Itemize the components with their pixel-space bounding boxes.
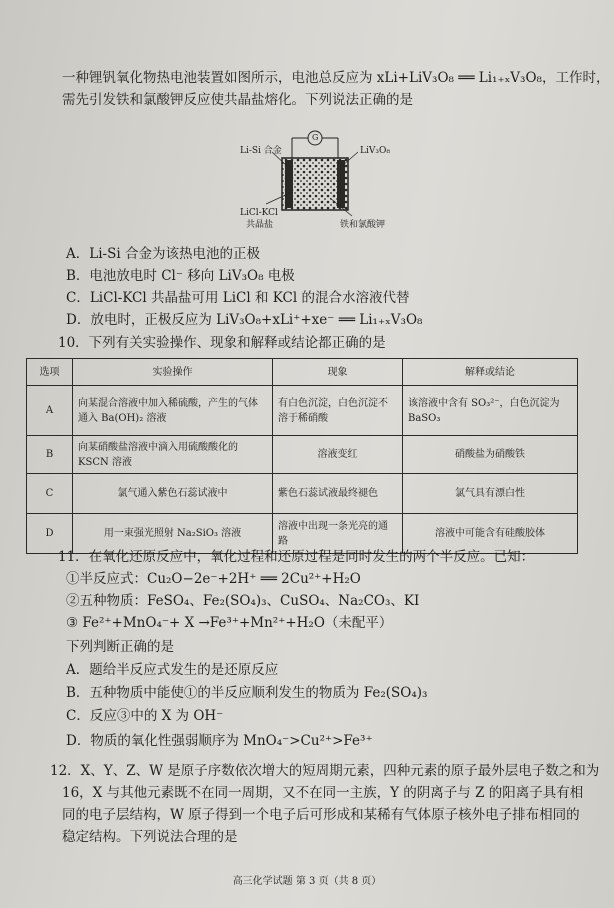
col-header-operation: 实验操作 [73,359,273,386]
row-conclusion: 溶液中可能含有硅酸胶体 [403,514,578,554]
row-option: D [27,514,73,554]
q9-option-b: B．电池放电时 Cl⁻ 移向 LiV₃O₈ 电极 [66,268,295,284]
table-row [27,474,578,514]
page-footer: 高三化学试题 第 3 页（共 8 页） [232,876,382,887]
label-liv3o8: LiV₃O₈ [360,146,390,156]
col-header-phenomenon: 现象 [273,359,403,386]
label-li-si-alloy: Li-Si 合金 [240,146,282,156]
row-option: B [27,436,73,474]
q9-option-d: D．放电时，正极反应为 LiV₃O₈+xLi⁺+xe⁻ ══ Li₁₊ₓV₃O₈ [66,312,423,328]
row-operation: 用一束强光照射 Na₂SiO₃ 溶液 [73,514,273,554]
row-conclusion: 氯气具有漂白性 [403,474,578,514]
label-eutectic-salt: 共晶盐 [246,220,274,230]
q11-line2: ②五种物质：FeSO₄、Fe₂(SO₄)₃、CuSO₄、Na₂CO₃、KI [66,593,420,609]
q11-option-c: C．反应③中的 X 为 OH⁻ [66,708,224,724]
q11-line1: ①半反应式：Cu₂O−2e⁻+2H⁺ ══ 2Cu²⁺+H₂O [66,571,361,587]
row-phenomenon: 紫色石蕊试液最终褪色 [273,474,403,514]
q10-table [26,358,578,554]
row-phenomenon: 溶液中出现一条光亮的通路 [273,514,403,554]
row-operation: 向某混合溶液中加入稀硫酸，产生的气体通入 Ba(OH)₂ 溶液 [73,386,273,436]
q11-line4: 下列判断正确的是 [66,639,174,655]
q11-option-a: A．题给半反应式发生的是还原反应 [66,662,279,678]
q11-line3: ③ Fe²⁺+MnO₄⁻+ X →Fe³⁺+Mn²⁺+H₂O（未配平） [66,615,393,631]
q10-stem: 10．下列有关实验操作、现象和解释或结论都正确的是 [58,335,386,351]
label-fe-kclo3: 铁和氯酸钾 [340,220,386,230]
row-conclusion: 该溶液中含有 SO₃²⁻，白色沉淀为 BaSO₃ [403,386,578,436]
row-conclusion: 硝酸盐为硝酸铁 [403,436,578,474]
q9-line1: 一种锂钒氧化物热电池装置如图所示，电池总反应为 xLi+LiV₃O₈ ══ Li₁₊ₓV₃O₈，工作时， [62,70,610,86]
q11-stem: 11．在氧化还原反应中，氧化过程和还原过程是同时发生的两个半反应。已知： [58,549,535,565]
galvanometer-icon: G [312,133,319,142]
row-option: A [27,386,73,436]
battery-diagram [230,128,400,238]
label-licl-kcl: LiCl-KCl [240,208,278,218]
q12-line3: 同的电子层结构，W 原子得到一个电子后可形成和某稀有气体原子核外电子排布相同的 [62,807,580,823]
table-row [27,436,578,474]
row-operation: 氯气通入紫色石蕊试液中 [73,474,273,514]
q12-line4: 稳定结构。下列说法合理的是 [62,829,238,845]
row-phenomenon: 有白色沉淀，白色沉淀不溶于稀硝酸 [273,386,403,436]
col-header-conclusion: 解释或结论 [403,359,578,386]
q12-line1: 12．X、Y、Z、W 是原子序数依次增大的短周期元素，四种元素的原子最外层电子数之和为 [50,763,600,779]
table-row [27,386,578,436]
q9-line2: 需先引发铁和氯酸钾反应使共晶盐熔化。下列说法正确的是 [62,92,413,108]
row-phenomenon: 溶液变红 [273,436,403,474]
q11-option-b: B．五种物质中能使①的半反应顺利发生的物质为 Fe₂(SO₄)₃ [66,685,428,701]
row-option: C [27,474,73,514]
col-header-option: 选项 [27,359,73,386]
row-operation: 向某硝酸盐溶液中滴入用硫酸酸化的 KSCN 溶液 [73,436,273,474]
table-header-row [27,359,578,386]
q9-option-c: C．LiCl-KCl 共晶盐可用 LiCl 和 KCl 的混合水溶液代替 [66,290,410,306]
q11-option-d: D．物质的氧化性强弱顺序为 MnO₄⁻>Cu²⁺>Fe³⁺ [66,733,373,749]
q12-line2: 16，X 与其他元素既不在同一周期，又不在同一主族，Y 的阴离子与 Z 的阳离子具有相 [62,785,584,801]
q9-option-a: A．Li-Si 合金为该热电池的正极 [66,246,260,262]
